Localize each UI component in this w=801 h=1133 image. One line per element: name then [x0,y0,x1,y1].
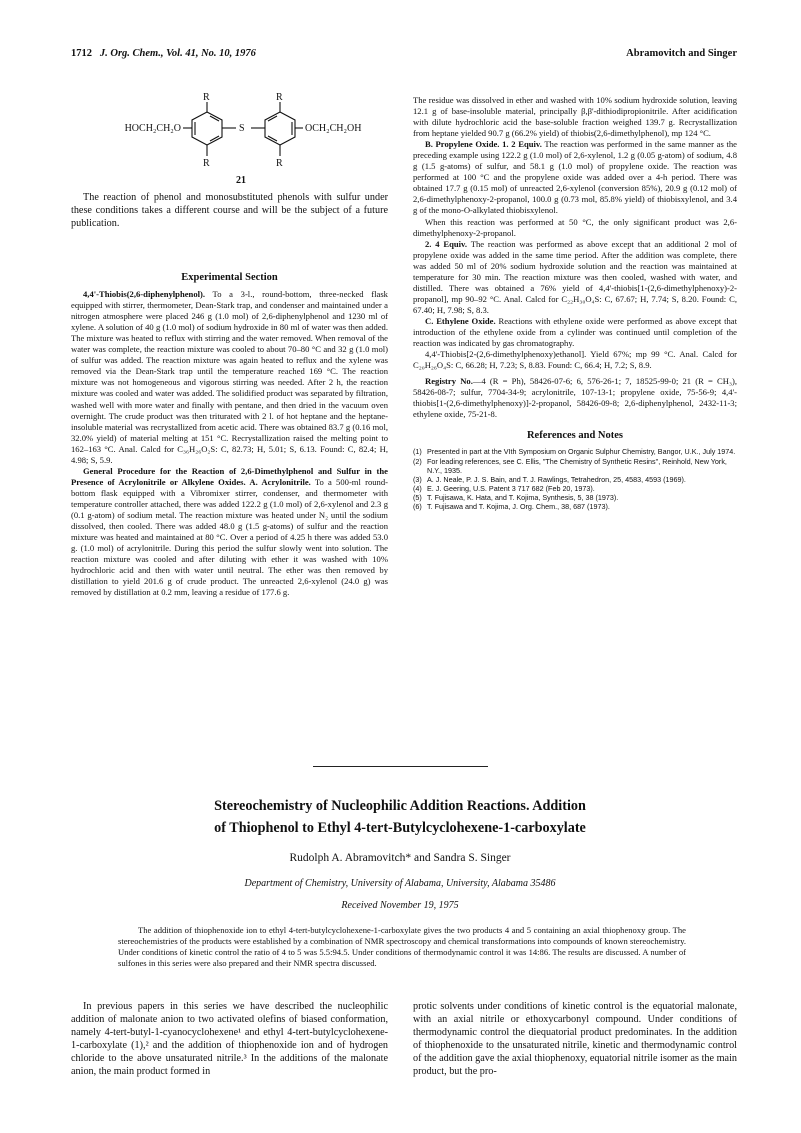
left-column [71,268,388,598]
section-heading-references: References and Notes [526,430,624,442]
paragraph-text: Reactions with ethylene oxide were performed as above except that introduction of the ethylene oxide from a cylinder was continued until completion of the reaction was indicated by gas chromatography. [413,315,737,349]
paragraph-50c: When this reaction was performed at 50 °C, the only significant product was 2,6-dimethylphenoxy-2-propanol. [413,216,737,238]
reference-item [413,457,737,475]
paragraph-text: The reaction was performed in the same manner as the preceding example using 122.2 g (1.0 mol) of 2,6-xylenol, 1.2 g (0.05 g-atom) of sodium, 4.8 g (1.5 g-atoms) of sulfur, and 58.1 g (1.0 mol) of propylene oxide. The reaction was performed at 100 °C and the propylene oxide was added over a 4-h period. There was obtained 17.7 g (0.15 mol) of unreacted 2,6-xylenol (conversion 85%), 20.9 g (0.12 mol) of 2,6-dimethylphenoxy-2-propanol, 100.0 g (0.73 mol, 85.8% yield) of thiobisxylenol, and 3.4 g of the mono-O-alkylated thiobisxylenol. [413,139,737,216]
journal-citation: J. Org. Chem., Vol. 41, No. 10, 1976 [99,48,256,59]
body-left-column [71,1000,388,1078]
affiliation: Department of Chemistry, University of Alabama, University, Alabama 35486 [244,878,556,889]
abstract [118,925,686,969]
run-in-heading: B. Propylene Oxide. 1. 2 Equiv. [425,139,542,150]
reference-text: A. J. Neale, P. J. S. Bain, and T. J. Rawlings, Tetrahedron, 25, 4583, 4593 (1969). [427,474,686,484]
paragraph-text: To a 3-l., round-bottom, three-necked flask equipped with stirrer, thermometer, Dean-Stark trap, and condenser and maintained under a nitrogen atmosphere were placed 246 g (1.0 mol) of 2,6-diphenylphenol and 1230 ml of xylene. A solution of 40 g (1.0 mol) of sodium hydroxide in 80 ml of water was then added. The mixture was heated to reflux with stirring and the water removed. When removal of the water was complete, the reaction mixture was cooled to about 70–80 °C and 32 g (1.0 mol) of sulfur was added. The reaction mixture was again heated to reflux and the xylene was removed via the Dean-Stark trap until the temperature reached 169 °C. The reaction mixture was not homogeneous and vigorous stirring was needed. After 2 h, the reaction mixture was cooled and water was added. The solidified product was separated by filtration, washed well with more water and finally with pentane, and then dried in the vacuum oven overnight. The crude product was then triturated with 2 l. of hot heptane and the heptane-insoluble material was recrystallized from acetic acid. There was obtained 83.7 g (0.16 mol, 32.0% yield) of material melting at 151 °C. Recrystallization raised the melting point to 162–163 °C. Anal. Calcd for C₃₆H₂₆O₂S: C, 82.73; H, 5.01; S, 6.13. Found: C, 82.4; H, 4.98; S, 5.9. [71,289,388,465]
title-line: Stereochemistry of Nucleophilic Addition Reactions. Addition [214,798,586,814]
authors: Rudolph A. Abramovitch* and Sandra S. Singer [289,852,511,864]
r-substituent: R [203,92,210,103]
right-hydroxyethoxy-group: OCH₂CH₂OH [305,123,362,134]
reference-item [413,484,737,493]
reference-item [413,502,737,511]
paragraph-text: The reaction was performed as above except that an additional 2 mol of propylene oxide was added in the same time period. After the addition was complete, there was added 50 ml of 20% sodium hydroxide solution and the reaction was maintained at temperature for 30 min. The reaction mixture was then cooled, washed with water, and distilled. There was obtained a 76% yield of 4,4'-thiobis[1-(2,6-dimethylphenoxy)-2-propanol], mp 90–92 °C. Anal. Calcd for C₂₂H₃₀O₄S: C, 67.67; H, 7.74; S, 8.20. Found: C, 67.40; H, 7.98; S, 8.3. [413,238,737,315]
reference-number: (5) [413,492,422,502]
running-head-authors: Abramovitch and Singer [626,48,737,59]
sulfur-bridge: S [239,123,245,134]
reference-item [413,475,737,484]
reference-text: E. J. Geering, U.S. Patent 3 717 682 (Feb 20, 1973). [427,483,595,493]
paragraph-general-procedure [71,466,388,599]
reference-text: T. Fujisawa and T. Kojima, J. Org. Chem., 38, 687 (1973). [427,501,610,511]
reference-item [413,447,737,456]
chemical-structure-21 [95,90,375,190]
paragraph-ethylene-oxide [413,316,737,349]
header-left [71,48,256,59]
run-in-heading: 2. 4 Equiv. [425,238,468,249]
body-right-column [413,1000,737,1078]
reference-number: (6) [413,501,422,511]
reference-number: (2) [413,456,422,466]
intro-paragraph [71,191,388,230]
intro-text: The reaction of phenol and monosubstituted phenols with sulfur under these conditions takes a different course and will be the subject of a future publication. [71,192,388,229]
right-benzene-ring [265,112,295,145]
left-benzene-ring [192,112,222,145]
run-in-heading: Registry No. [425,376,473,387]
article-separator-rule [313,766,488,767]
left-hydroxyethoxy-group: HOCH₂CH₂O [124,123,181,134]
references-list [413,447,737,511]
compound-number: 21 [236,175,246,186]
abstract-text: The addition of thiophenoxide ion to ethyl 4-tert-butylcyclohexene-1-carboxylate gives the two products 4 and 5 containing an axial thiophenoxy group. The stereochemistries of the products were established by a combination of NMR spectroscopy and chemical transformations into compounds of known stereochemistry. Under conditions of kinetic control the ratio of 4 to 5 was 5.5:94.5. Under conditions of thermodynamic control it was 14:86. The results are discussed. A number of sulfones in this series were also prepared and their NMR spectra discussed. [118,925,686,969]
reference-item [413,493,737,502]
article-title [100,795,700,839]
reference-text: Presented in part at the VIth Symposium on Organic Sulphur Chemistry, Bangor, U.K., July 1974. [427,447,736,457]
paragraph-text: —4 (R = Ph), 58426-07-6; 6, 576-26-1; 7, 18525-99-0; 21 (R = CH₃), 58426-08-7; sulfur, 7704-34-9; acrylonitrile, 107-13-1; propylene oxide, 75-56-9; 4,4'-thiobis[1-(2,6-dimethylphenoxy)]-2-propanol, 58426-09-8; 2,6-diphenylphenol, 2432-11-3; ethylene oxide, 75-21-8. [413,376,737,420]
title-line: of Thiophenol to Ethyl 4-tert-Butylcyclohexene-1-carboxylate [214,820,586,836]
paragraph-4-equiv [413,239,737,316]
reference-text: For leading references, see C. Ellis, "The Chemistry of Synthetic Resins", Reinhold, New York, N.Y., 1935. [427,456,727,475]
r-substituent: R [276,158,283,169]
paragraph-text: To a 500-ml round-bottom flask equipped with a Vibromixer stirrer, condenser, and thermometer with temperature controller attached, there was added 122.2 g (1.0 mol) of 2,6-xylenol and 2.3 g (0.1 g-atom) of sodium metal. The reaction mixture was heated under N₂ until the sodium dissolved, then cooled. There was added 48.0 g (1.5 g-atoms) of sulfur and the reaction mixture was heated and maintained at 80 °C. Over a period of 4.25 h there was added 53.0 g. (1.0 mol) of acrylonitrile. During this period the sulfur slowly went into solution. The reaction mixture was cooled and after diluting with ether it was washed with 10% hydrochloric acid and then with water until neutral. The ether was then removed by distillation to yield 201.6 g of crude product. The unreacted 2,6-xylenol (24.0 g) was removed by distillation at 0.2 mm, leaving a residue of 177.6 g. [71,476,388,598]
section-heading-experimental: Experimental Section [181,272,278,283]
received-date: Received November 19, 1975 [341,900,459,911]
running-header [71,48,737,66]
r-substituent: R [203,158,210,169]
reference-number: (3) [413,474,422,484]
paragraph-registry [413,376,737,420]
paragraph-thiobis-ethanol: 4,4'-Thiobis[2-(2,6-dimethylphenoxy)ethanol]. Yield 67%; mp 99 °C. Anal. Calcd for C₂₀H₂₆O₄S: C, 66.28; H, 7.23; S, 8.83. Found: C, 66.4; H, 7.2; S, 8.9. [413,349,737,371]
paragraph-propylene-oxide [413,139,737,216]
reference-text: T. Fujisawa, K. Hata, and T. Kojima, Synthesis, 5, 38 (1973). [427,492,619,502]
page-number: 1712 [71,48,92,59]
run-in-heading: 4,4'-Thiobis(2,6-diphenylphenol). [83,289,206,300]
run-in-heading: General Procedure for the Reaction of 2,6-Dimethylphenol and Sulfur in the Presence of Acrylonitrile or Alkylene Oxides. A. Acrylonitrile. [71,465,388,487]
body-paragraph: protic solvents under conditions of kinetic control is the equatorial malonate, with an axial nitrile or ethoxycarbonyl compound. Under conditions of thermodynamic control the diequatorial product predominates. In the addition of thiophenoxide to the unsaturated nitrile, kinetic and thermodynamic control of the addition gave the axial thiophenoxy, equatorial nitrile isomer as the main product, but the pro- [413,1001,737,1077]
paragraph-residue: The residue was dissolved in ether and washed with 10% sodium hydroxide solution, leaving 12.1 g of base-insoluble material, principally β,β'-dithiodipropionitrile. After acidification with dilute hydrochloric acid the base-soluble fraction weighed 139.7 g. Recrystallization from heptane yielded 90.7 g (66.2% yield) of thiobis(2,6-dimethylphenol), mp 124 °C. [413,95,737,139]
reference-number: (4) [413,483,422,493]
body-paragraph: In previous papers in this series we have described the nucleophilic addition of malonate anion to two activated olefins of biased conformation, namely 4-tert-butyl-1-cyanocyclohexene¹ and ethyl 4-tert-butylcyclohexene-1-carboxylate (1),² and the addition of thiophenoxide ion and of hydrogen chloride to the above unsaturated nitrile.³ In the additions of the malonate anion, the main product formed in [71,1001,388,1077]
r-substituent: R [276,92,283,103]
run-in-heading: C. Ethylene Oxide. [425,315,496,326]
paragraph-thiobis [71,289,388,466]
right-column [413,95,737,511]
reference-number: (1) [413,447,422,457]
